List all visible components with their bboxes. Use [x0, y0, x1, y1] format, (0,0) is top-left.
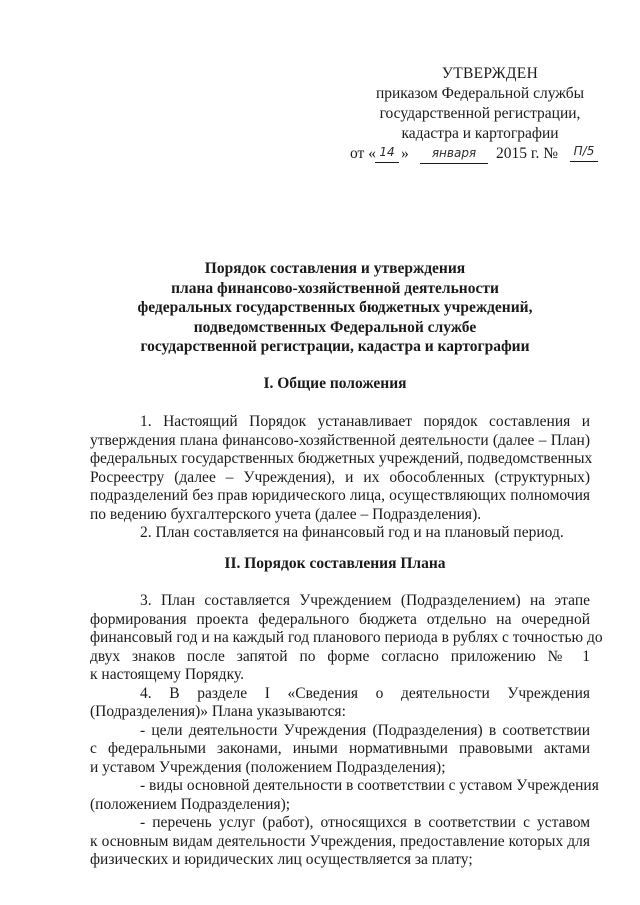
approval-date [330, 144, 610, 164]
title-line: государственной регистрации, кадастра и картографии [140, 338, 530, 355]
section-heading: II. Порядок составления Плана [224, 555, 446, 572]
paragraph-line: физических и юридических лиц осуществляется за плату; [90, 851, 473, 868]
date-prefix: от « [350, 145, 376, 162]
paragraph-line: федеральных государственных бюджетных учреждений, подведомственных [90, 450, 593, 467]
paragraph-line: формирования проекта федерального бюджета отдельно на очередной [90, 610, 590, 628]
date-month: января [420, 143, 488, 164]
paragraph-line: 4. В разделе I «Сведения о деятельности Учреждения [140, 684, 590, 702]
paragraph-line: подразделений без прав юридического лица, осуществляющих полномочия [90, 487, 590, 504]
approval-line: приказом Федеральной службы [375, 85, 585, 102]
paragraph-line: (положением Подразделения); [90, 795, 291, 813]
bullet-item [90, 722, 590, 778]
paragraph-line: - виды основной деятельности в соответствии с уставом Учреждения [140, 777, 599, 794]
paragraph-line: и уставом Учреждения (положением Подразделения); [90, 758, 446, 776]
paragraph [90, 685, 590, 722]
paragraph-line: к настоящему Порядку. [90, 666, 244, 683]
section-body [90, 413, 593, 543]
paragraph-line: Росреестру (далее – Учреждения), и их обособленных (структурных) [90, 468, 590, 486]
bullet-item [90, 777, 599, 814]
paragraph-line: двух знаков после запятой по форме согласно приложению № 1 [90, 647, 590, 665]
paragraph-line: по ведению бухгалтерского учета (далее – Подразделения). [90, 505, 482, 523]
section-heading: I. Общие положения [263, 375, 407, 392]
paragraph-line: - цели деятельности Учреждения (Подразделения) в соответствии [140, 721, 590, 739]
title-line: плана финансово-хозяйственной деятельности [171, 279, 499, 297]
paragraph-line: 2. План составляется на финансовый год и на плановый период. [140, 524, 564, 541]
title-line: федеральных государственных бюджетных учреждений, [137, 299, 533, 316]
approval-line: государственной регистрации, [379, 105, 581, 122]
document-title [80, 259, 590, 357]
approval-line: кадастра и картографии [401, 125, 559, 142]
paragraph-line: 3. План составляется Учреждением (Подразделением) на этапе [140, 592, 590, 609]
bullet-item [90, 814, 590, 870]
date-year: 2015 г. № [496, 145, 559, 162]
section-body [90, 592, 603, 870]
paragraph-line: - перечень услуг (работ), относящихся в соответствии с уставом [140, 814, 590, 831]
approval-block [330, 64, 610, 164]
title-line: подведомственных Федеральной службе [193, 318, 477, 336]
date-day: 14 [375, 142, 399, 163]
paragraph [90, 413, 593, 524]
title-line: Порядок составления и утверждения [204, 260, 466, 277]
paragraph-line: с федеральными законами, иными нормативными правовыми актами [90, 740, 590, 757]
paragraph-line: финансовый год и на каждый год планового периода в рублях с точностью до [90, 629, 603, 646]
paragraph-line: к основным видам деятельности Учреждения, предоставление которых для [90, 832, 590, 850]
paragraph-line: (Подразделения)» Плана указываются: [90, 703, 346, 720]
approval-title: УТВЕРЖДЕН [441, 65, 539, 82]
date-number: П/5 [570, 141, 598, 162]
paragraph-line: 1. Настоящий Порядок устанавливает порядок составления и [140, 413, 590, 430]
paragraph-line: утверждения плана финансово-хозяйственной деятельности (далее – План) [90, 431, 590, 449]
paragraph [90, 524, 590, 543]
paragraph [90, 592, 603, 685]
date-mid: » [401, 145, 409, 162]
